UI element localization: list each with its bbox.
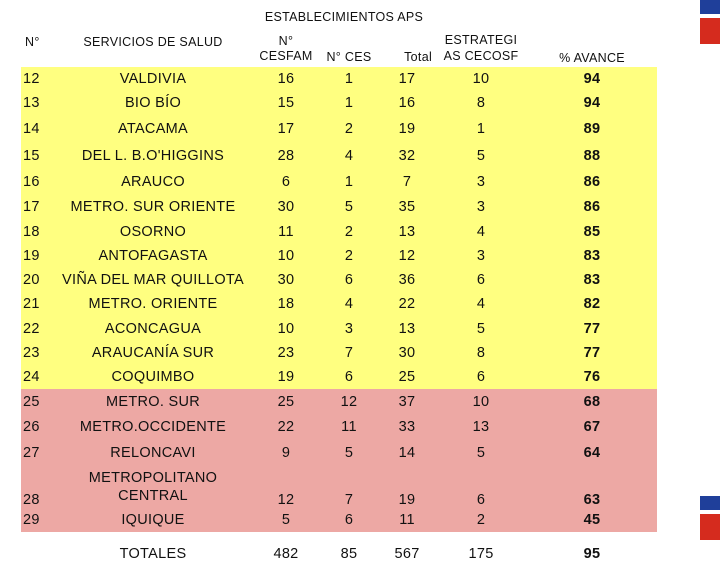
row-ces: 5 [319, 440, 379, 466]
row-servicio: METRO. SUR ORIENTE [53, 194, 253, 220]
row-avance: 82 [527, 292, 657, 316]
row-total: 22 [379, 292, 435, 316]
row-ces: 6 [319, 508, 379, 532]
row-number: 19 [21, 244, 53, 268]
row-cesfam: 23 [253, 341, 319, 365]
row-servicio: ANTOFAGASTA [53, 244, 253, 268]
row-cesfam: 9 [253, 440, 319, 466]
row-total: 17 [379, 67, 435, 91]
row-cesfam: 10 [253, 316, 319, 341]
col-header-ces: N° CES [319, 27, 379, 67]
row-number: 24 [21, 365, 53, 389]
row-ces: 6 [319, 268, 379, 292]
table-row [21, 194, 657, 220]
chile-flag-decoration-top [700, 0, 720, 44]
col-header-total: Total [379, 27, 435, 67]
row-total: 35 [379, 194, 435, 220]
totals-cesfam: 482 [253, 532, 319, 562]
row-avance: 77 [527, 316, 657, 341]
row-cesfam: 19 [253, 365, 319, 389]
row-avance: 88 [527, 143, 657, 169]
row-servicio: DEL L. B.O'HIGGINS [53, 143, 253, 169]
row-ces: 6 [319, 365, 379, 389]
row-servicio: METRO.OCCIDENTE [53, 414, 253, 440]
row-servicio: VIÑA DEL MAR QUILLOTA [53, 268, 253, 292]
row-servicio: OSORNO [53, 220, 253, 244]
row-estrategias: 3 [435, 169, 527, 194]
table-row [21, 268, 657, 292]
aps-progress-table [21, 10, 657, 562]
row-servicio: ARAUCO [53, 169, 253, 194]
table-row [21, 365, 657, 389]
row-avance: 64 [527, 440, 657, 466]
row-cesfam: 28 [253, 143, 319, 169]
row-servicio: ARAUCANÍA SUR [53, 341, 253, 365]
table-row [21, 67, 657, 91]
row-ces: 7 [319, 341, 379, 365]
row-ces: 2 [319, 244, 379, 268]
row-ces: 2 [319, 220, 379, 244]
row-total: 11 [379, 508, 435, 532]
row-number: 21 [21, 292, 53, 316]
row-estrategias: 2 [435, 508, 527, 532]
table-row [21, 244, 657, 268]
table-row [21, 341, 657, 365]
row-number: 22 [21, 316, 53, 341]
row-servicio: METRO. ORIENTE [53, 292, 253, 316]
totals-row [21, 532, 657, 562]
row-ces: 7 [319, 466, 379, 508]
table-row [21, 440, 657, 466]
row-estrategias: 3 [435, 244, 527, 268]
table-row [21, 389, 657, 414]
row-number: 16 [21, 169, 53, 194]
row-total: 25 [379, 365, 435, 389]
row-number: 15 [21, 143, 53, 169]
totals-total: 567 [379, 532, 435, 562]
row-cesfam: 30 [253, 268, 319, 292]
col-header-group-establecimientos: ESTABLECIMIENTOS APS [253, 10, 435, 27]
row-number: 18 [21, 220, 53, 244]
row-total: 14 [379, 440, 435, 466]
row-avance: 85 [527, 220, 657, 244]
row-ces: 1 [319, 67, 379, 91]
row-servicio: METROPOLITANO CENTRAL [53, 466, 253, 508]
row-total: 37 [379, 389, 435, 414]
row-total: 7 [379, 169, 435, 194]
row-number: 27 [21, 440, 53, 466]
row-ces: 4 [319, 143, 379, 169]
totals-avance: 95 [527, 532, 657, 562]
row-cesfam: 18 [253, 292, 319, 316]
row-avance: 94 [527, 91, 657, 115]
totals-estrategias: 175 [435, 532, 527, 562]
table-row [21, 466, 657, 508]
row-avance: 45 [527, 508, 657, 532]
row-cesfam: 11 [253, 220, 319, 244]
row-servicio: IQUIQUE [53, 508, 253, 532]
row-avance: 68 [527, 389, 657, 414]
row-ces: 11 [319, 414, 379, 440]
row-estrategias: 10 [435, 389, 527, 414]
row-avance: 83 [527, 268, 657, 292]
row-estrategias: 13 [435, 414, 527, 440]
row-cesfam: 10 [253, 244, 319, 268]
row-number: 13 [21, 91, 53, 115]
row-ces: 1 [319, 169, 379, 194]
col-header-estrategias-text: ESTRATEGI AS CECOSF [443, 33, 519, 63]
row-estrategias: 4 [435, 292, 527, 316]
row-ces: 5 [319, 194, 379, 220]
row-estrategias: 5 [435, 440, 527, 466]
table-row [21, 414, 657, 440]
table-row [21, 292, 657, 316]
row-estrategias: 6 [435, 466, 527, 508]
row-estrategias: 3 [435, 194, 527, 220]
row-avance: 89 [527, 115, 657, 143]
row-ces: 1 [319, 91, 379, 115]
row-servicio: RELONCAVI [53, 440, 253, 466]
row-number: 23 [21, 341, 53, 365]
row-total: 19 [379, 466, 435, 508]
row-cesfam: 25 [253, 389, 319, 414]
row-cesfam: 17 [253, 115, 319, 143]
row-number: 25 [21, 389, 53, 414]
row-total: 16 [379, 91, 435, 115]
chile-flag-decoration-bottom [700, 496, 720, 540]
totals-label: TOTALES [53, 532, 253, 562]
table-row [21, 115, 657, 143]
row-cesfam: 16 [253, 67, 319, 91]
col-header-avance: % AVANCE [527, 10, 657, 67]
row-total: 32 [379, 143, 435, 169]
row-total: 19 [379, 115, 435, 143]
row-total: 12 [379, 244, 435, 268]
table-row [21, 91, 657, 115]
row-number: 14 [21, 115, 53, 143]
row-estrategias: 4 [435, 220, 527, 244]
row-estrategias: 8 [435, 341, 527, 365]
totals-ces: 85 [319, 532, 379, 562]
row-total: 13 [379, 220, 435, 244]
col-header-cesfam-text: N° CESFAM [259, 34, 313, 63]
row-avance: 67 [527, 414, 657, 440]
row-cesfam: 5 [253, 508, 319, 532]
row-estrategias: 10 [435, 67, 527, 91]
row-avance: 77 [527, 341, 657, 365]
row-estrategias: 8 [435, 91, 527, 115]
row-servicio: METRO. SUR [53, 389, 253, 414]
row-estrategias: 5 [435, 143, 527, 169]
row-estrategias: 6 [435, 268, 527, 292]
table-row [21, 220, 657, 244]
row-cesfam: 22 [253, 414, 319, 440]
row-cesfam: 30 [253, 194, 319, 220]
row-servicio: BIO BÍO [53, 91, 253, 115]
row-estrategias: 5 [435, 316, 527, 341]
row-number: 20 [21, 268, 53, 292]
row-cesfam: 15 [253, 91, 319, 115]
col-header-servicio: SERVICIOS DE SALUD [53, 10, 253, 67]
table-row [21, 508, 657, 532]
col-header-number: N° [21, 10, 53, 67]
row-number: 29 [21, 508, 53, 532]
row-estrategias: 6 [435, 365, 527, 389]
row-ces: 3 [319, 316, 379, 341]
row-total: 33 [379, 414, 435, 440]
row-number: 28 [21, 466, 53, 508]
row-ces: 4 [319, 292, 379, 316]
row-cesfam: 6 [253, 169, 319, 194]
row-avance: 76 [527, 365, 657, 389]
row-avance: 86 [527, 169, 657, 194]
table-row [21, 169, 657, 194]
row-estrategias: 1 [435, 115, 527, 143]
row-number: 26 [21, 414, 53, 440]
row-avance: 83 [527, 244, 657, 268]
row-servicio: ACONCAGUA [53, 316, 253, 341]
row-total: 36 [379, 268, 435, 292]
row-servicio: VALDIVIA [53, 67, 253, 91]
col-header-cesfam [253, 27, 319, 67]
row-servicio: COQUIMBO [53, 365, 253, 389]
table-row [21, 316, 657, 341]
row-avance: 94 [527, 67, 657, 91]
row-cesfam: 12 [253, 466, 319, 508]
row-number: 12 [21, 67, 53, 91]
row-avance: 63 [527, 466, 657, 508]
table-row [21, 143, 657, 169]
row-total: 13 [379, 316, 435, 341]
row-total: 30 [379, 341, 435, 365]
col-header-estrategias [435, 10, 527, 67]
row-ces: 2 [319, 115, 379, 143]
row-servicio: ATACAMA [53, 115, 253, 143]
row-number: 17 [21, 194, 53, 220]
row-ces: 12 [319, 389, 379, 414]
row-avance: 86 [527, 194, 657, 220]
